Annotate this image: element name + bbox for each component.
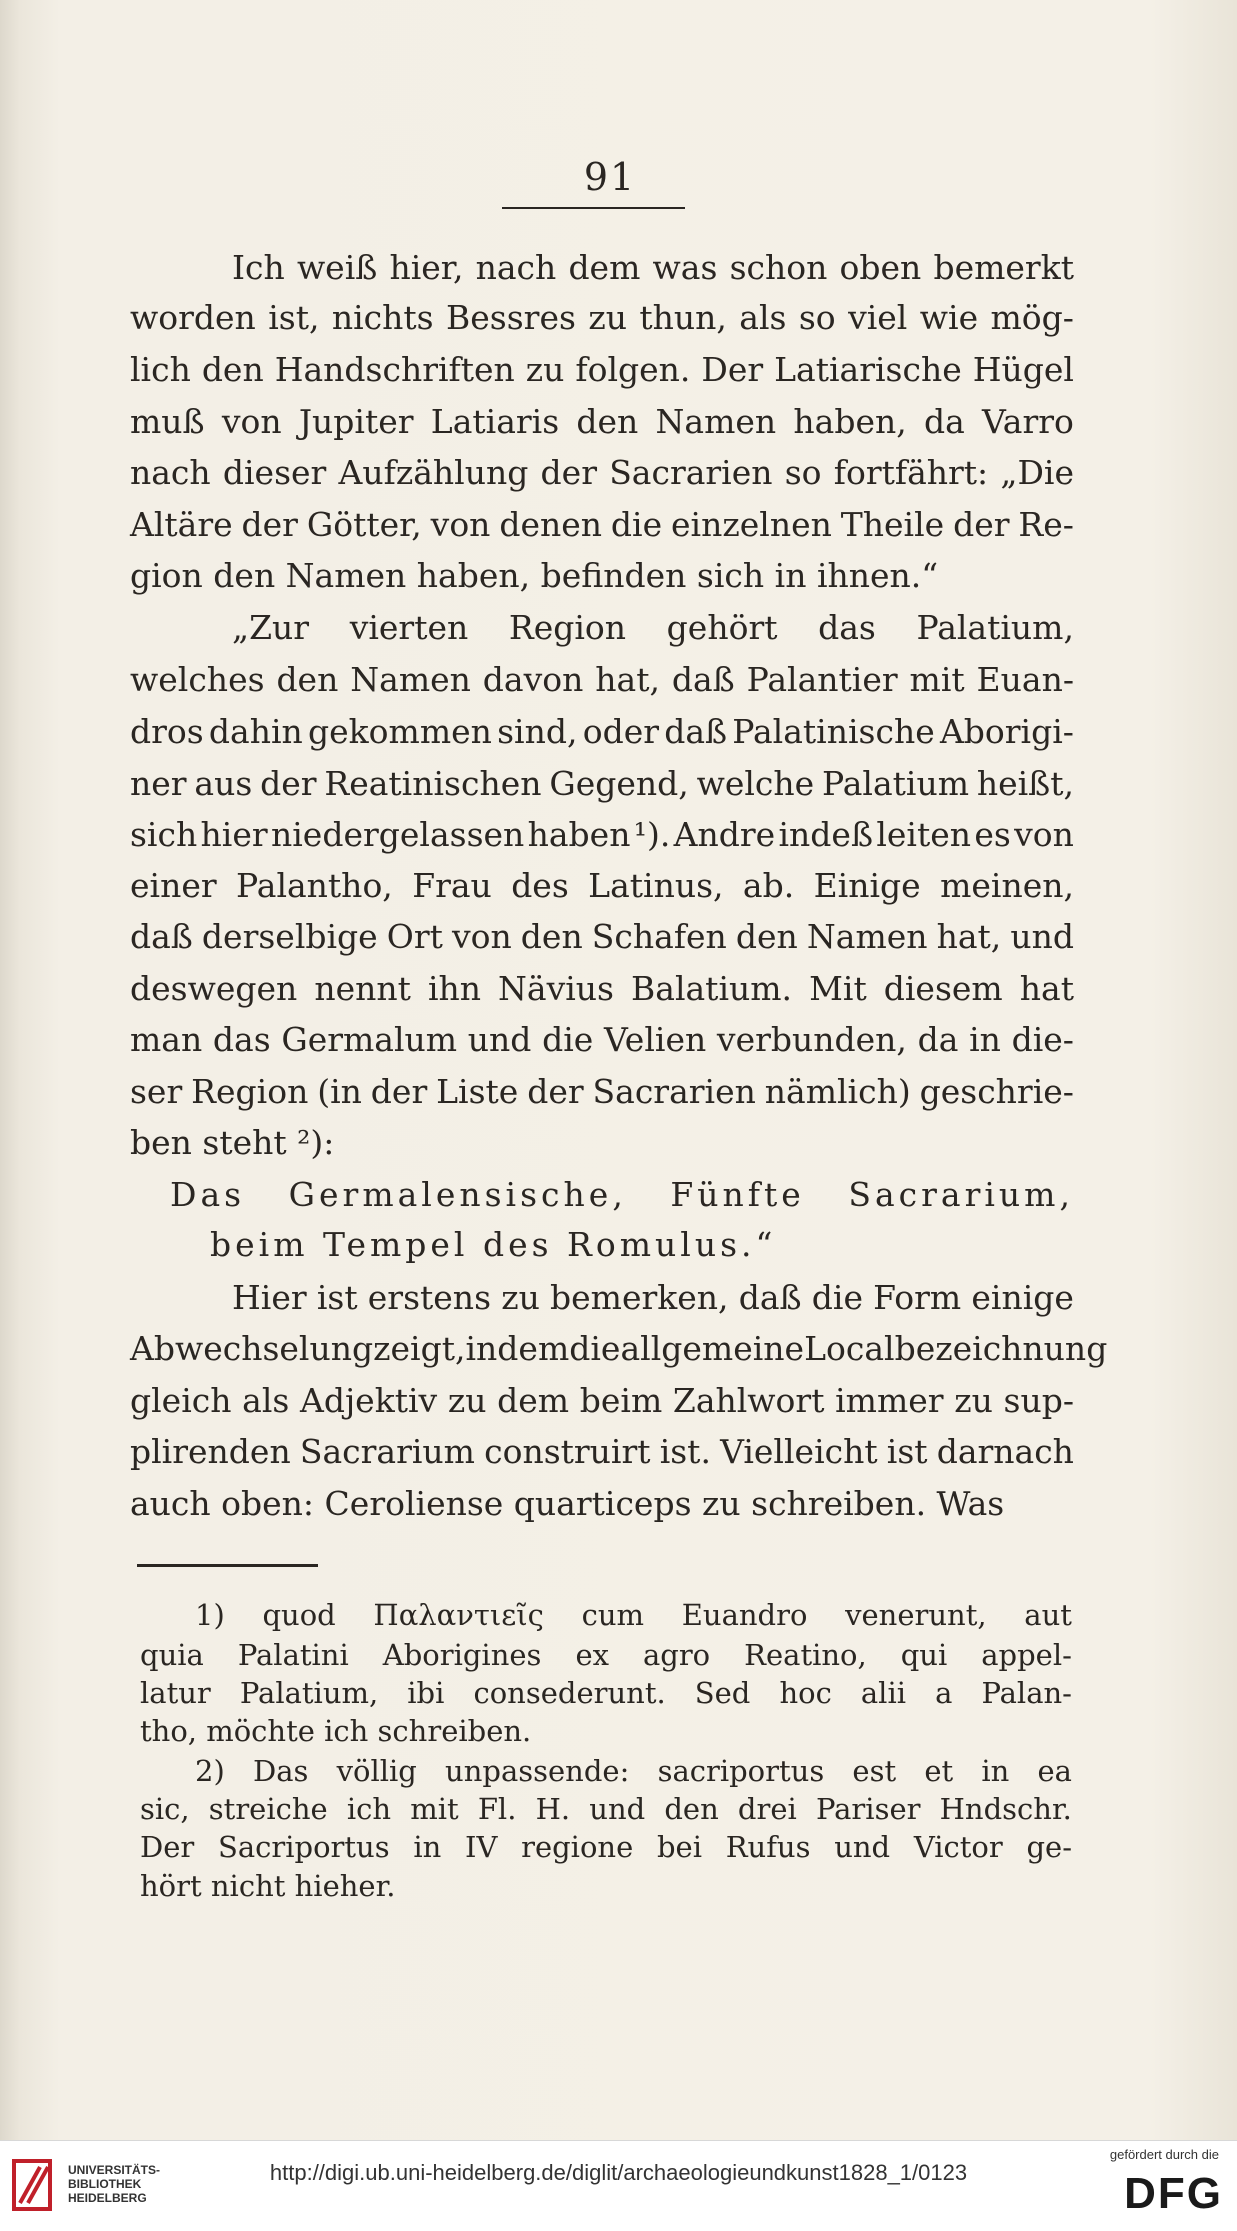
footnote-line: quia Palatini Aborigines ex agro Reatino, qui appel- xyxy=(140,1638,1072,1672)
page-number: 91 xyxy=(583,155,637,199)
text-line: plirenden Sacrarium construirt ist. Vielleicht ist darnach xyxy=(130,1432,1074,1471)
text-line: gleich als Adjektiv zu dem beim Zahlwort immer zu sup- xyxy=(130,1381,1074,1420)
text-line: „Zur vierten Region gehört das Palatium, xyxy=(232,608,1074,647)
text-line: ben steht ²): xyxy=(130,1123,335,1162)
text-line: ner aus der Reatinischen Gegend, welche Palatium heißt, xyxy=(130,764,1074,803)
header-rule xyxy=(502,207,685,209)
text-line: welches den Namen davon hat, daß Palantier mit Euan- xyxy=(130,660,1074,699)
text-line: muß von Jupiter Latiaris den Namen haben, da Varro xyxy=(130,402,1074,441)
text-line: deswegen nennt ihn Nävius Balatium. Mit diesem hat xyxy=(130,969,1074,1008)
text-line: Altäre der Götter, von denen die einzelnen Theile der Re- xyxy=(130,505,1074,544)
text-line: Hier ist erstens zu bemerken, daß die Form einige xyxy=(232,1278,1074,1317)
text-line: auch oben: Ceroliense quarticeps zu schreiben. Was xyxy=(130,1484,1005,1523)
text-line: Das Germalensische, Fünfte Sacrarium, xyxy=(170,1175,1074,1214)
text-line: ser Region (in der Liste der Sacrarien nämlich) geschrie- xyxy=(130,1072,1074,1111)
funder-caption: gefördert durch die xyxy=(1109,2147,1219,2162)
text-line: man das Germalum und die Velien verbunden, da in die- xyxy=(130,1020,1074,1059)
text-line: nach dieser Aufzählung der Sacrarien so fortfährt: „Die xyxy=(130,453,1074,492)
footnote-line: Der Sacriportus in IV regione bei Rufus und Victor ge- xyxy=(140,1830,1072,1864)
footnote-line: sic, streiche ich mit Fl. H. und den drei Pariser Hndschr. xyxy=(140,1792,1072,1826)
university-logo-text: UNIVERSITÄTS- BIBLIOTHEK HEIDELBERG xyxy=(68,2163,161,2205)
footnote-line: hört nicht hieher. xyxy=(140,1869,396,1903)
footnote-line: 2) Das völlig unpassende: sacriportus est et in ea xyxy=(195,1754,1072,1788)
text-line: Abwechselung zeigt, indem die allgemeine Localbezeichnung xyxy=(130,1329,1108,1368)
text-line: beim Tempel des Romulus.“ xyxy=(210,1225,777,1264)
text-line: lich den Handschriften zu folgen. Der Latiarische Hügel xyxy=(130,350,1074,389)
text-line: dros dahin gekommen sind, oder daß Palatinische Aborigi- xyxy=(130,712,1074,751)
footnote-line: tho, möchte ich schreiben. xyxy=(140,1714,532,1748)
text-line: daß derselbige Ort von den Schafen den Namen hat, und xyxy=(130,917,1074,956)
footnote-line: latur Palatium, ibi consederunt. Sed hoc alii a Palan- xyxy=(140,1676,1072,1710)
text-line: Ich weiß hier, nach dem was schon oben bemerkt xyxy=(232,248,1074,287)
text-line: worden ist, nichts Bessres zu thun, als so viel wie mög- xyxy=(130,298,1074,337)
text-line: sich hier niedergelassen haben ¹). Andre indeß leiten es von xyxy=(130,815,1074,854)
footnote-line: 1) quod Παλαντιεῖς cum Euandro venerunt, aut xyxy=(195,1598,1072,1632)
footnote-rule xyxy=(137,1564,318,1567)
text-line: gion den Namen haben, befinden sich in ihnen.“ xyxy=(130,556,939,595)
dfg-logo[interactable]: DFG xyxy=(1124,2169,1223,2218)
text-line: einer Palantho, Frau des Latinus, ab. Einige meinen, xyxy=(130,866,1074,905)
source-url-link[interactable]: http://digi.ub.uni-heidelberg.de/diglit/archaeologieundkunst1828_1/0123 xyxy=(269,2160,968,2185)
